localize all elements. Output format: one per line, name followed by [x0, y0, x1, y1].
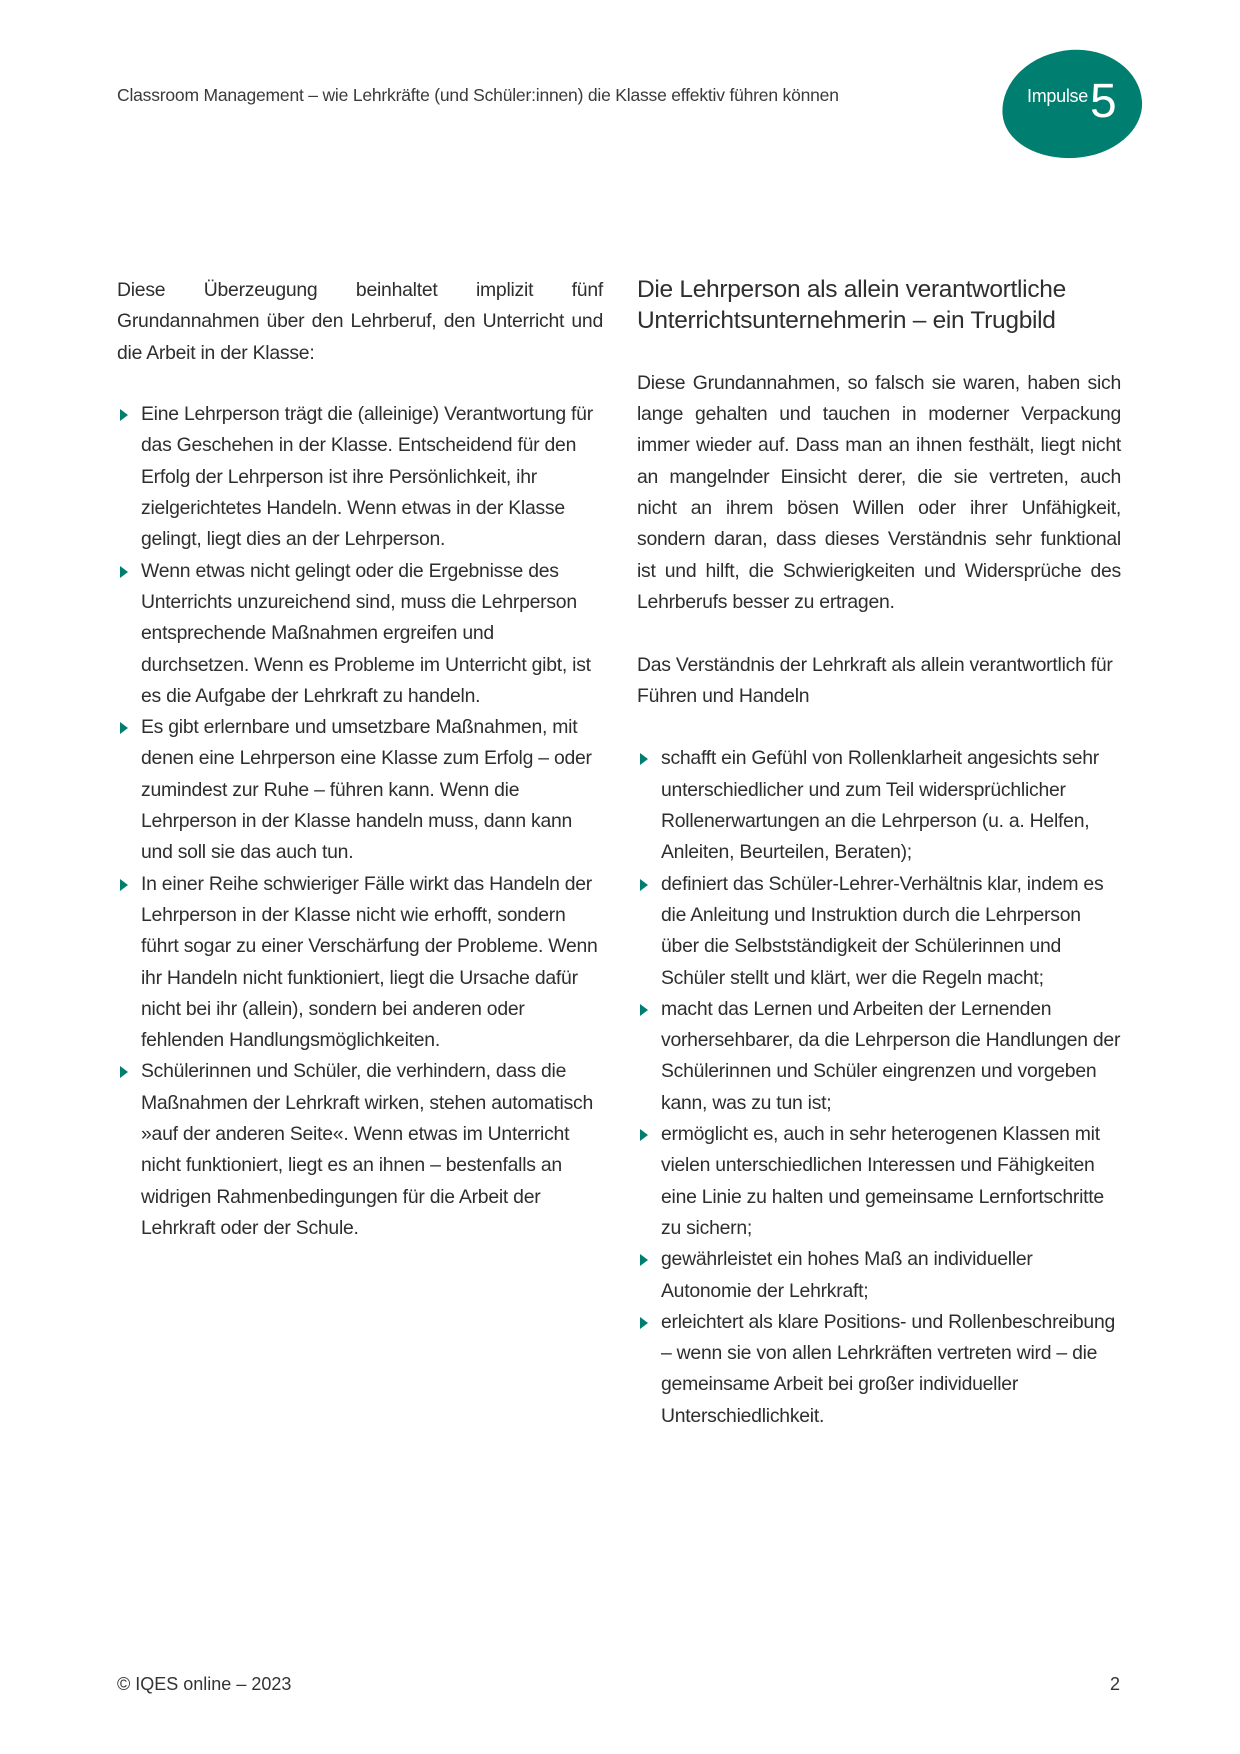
footer-copyright: © IQES online – 2023 [117, 1674, 292, 1694]
spacer [637, 712, 1121, 743]
list-item [637, 1244, 1121, 1307]
list-item [117, 869, 603, 1057]
bullet-triangle-icon [640, 879, 648, 891]
list-item [637, 994, 1121, 1119]
spacer [637, 618, 1121, 649]
body-paragraph: Das Verständnis der Lehrkraft als allein verantwortlich für Führen und Handeln [637, 653, 1113, 707]
spacer [637, 337, 1121, 368]
bullet-triangle-icon [120, 1066, 128, 1078]
spacer [117, 369, 603, 400]
list-item [117, 712, 603, 868]
list-item-text: Es gibt erlernbare und umsetzbare Maßnahmen, mit denen eine Lehrperson eine Klasse zum Erfolg – oder zumindest zur Ruhe – führen kann. Wenn die Lehrperson in der Klasse handeln muss, dann kann und soll sie das auch tun. [141, 716, 592, 864]
bullet-triangle-icon [120, 409, 128, 421]
body-paragraph: Diese Grundannahmen, so falsch sie waren, haben sich lange gehalten und tauchen in moderner Verpackung immer wieder auf. Dass man an ihnen festhält, liegt nicht an mangelnder Einsicht derer, die sie vertreten, auch nicht an ihrem bösen Willen oder ihrer Unfähigkeit, sondern daran, dass dieses Verständnis sehr funktional ist und hilft, die Schwierigkeiten und Widersprüche des Lehrberufs besser zu ertragen. [637, 371, 1121, 613]
running-header-title: Classroom Management – wie Lehrkräfte (und Schüler:innen) die Klasse effektiv führen können [117, 85, 839, 105]
list-item [117, 1056, 603, 1244]
functions-list [637, 743, 1121, 1432]
badge-label: Impulse [1027, 86, 1088, 106]
list-item [637, 869, 1121, 994]
right-column [637, 274, 1121, 1432]
list-item-text: definiert das Schüler-Lehrer-Verhältnis klar, indem es die Anleitung und Instruktion durch die Lehrperson über die Selbstständigkeit der Schülerinnen und Schüler stellt und klärt, wer die Regeln macht; [661, 872, 1104, 989]
list-item [637, 1307, 1121, 1432]
left-column [117, 274, 603, 1244]
list-item-text: ermöglicht es, auch in sehr heterogenen Klassen mit vielen unterschiedlichen Interessen und Fähigkeiten eine Linie zu halten und gemeinsame Lernfortschritte zu sichern; [661, 1123, 1104, 1239]
assumptions-list [117, 399, 603, 1244]
list-item-text: Wenn etwas nicht gelingt oder die Ergebnisse des Unterrichts unzureichend sind, muss die Lehrperson entsprechende Maßnahmen ergreifen und durchsetzen. Wenn es Probleme im Unterricht gibt, ist es die Aufgabe der Lehrkraft zu handeln. [141, 559, 591, 707]
bullet-triangle-icon [120, 879, 128, 891]
section-heading: Die Lehrperson als allein verantwortliche Unterrichtsunternehmerin – ein Trugbild [637, 276, 1066, 335]
list-item-text: erleichtert als klare Positions- und Rollenbeschreibung – wenn sie von allen Lehrkräften vertreten wird – die gemeinsame Arbeit bei großer individueller Unterschiedlichkeit. [661, 1310, 1116, 1427]
list-item-text: In einer Reihe schwieriger Fälle wirkt das Handeln der Lehrperson in der Klasse nicht wie erhofft, sondern führt sogar zu einer Verschärfung der Probleme. Wenn ihr Handeln nicht funktioniert, liegt die Ursache dafür nicht bei ihr (allein), sondern bei anderen oder fehlenden Handlungsmöglichkeiten. [141, 872, 598, 1052]
list-item [117, 399, 603, 555]
list-item [637, 1119, 1121, 1244]
bullet-triangle-icon [640, 1317, 648, 1329]
page-number: 2 [1110, 1674, 1121, 1694]
bullet-triangle-icon [640, 753, 648, 765]
bullet-triangle-icon [640, 1254, 648, 1266]
list-item-text: Eine Lehrperson trägt die (alleinige) Verantwortung für das Geschehen in der Klasse. Entscheidend für den Erfolg der Lehrperson ist ihre Persönlichkeit, ihr zielgerichtetes Handeln. Wenn etwas in der Klasse gelingt, liegt dies an der Lehrperson. [141, 403, 593, 551]
list-item [637, 743, 1121, 868]
bullet-triangle-icon [120, 722, 128, 734]
list-item-text: gewährleistet ein hohes Maß an individueller Autonomie der Lehrkraft; [661, 1248, 1033, 1302]
intro-paragraph: Diese Überzeugung beinhaltet implizit fünf Grundannahmen über den Lehrberuf, den Unterricht und die Arbeit in der Klasse: [117, 279, 603, 364]
list-item-text: macht das Lernen und Arbeiten der Lernenden vorhersehbarer, da die Lehrperson die Handlungen der Schülerinnen und Schüler eingrenzen und vorgeben kann, was zu tun ist; [661, 997, 1121, 1114]
bullet-triangle-icon [640, 1129, 648, 1141]
list-item-text: schafft ein Gefühl von Rollenklarheit angesichts sehr unterschiedlicher und zum Teil widersprüchlicher Rollenerwartungen an die Lehrperson (u. a. Helfen, Anleiten, Beurteilen, Beraten); [661, 747, 1100, 864]
list-item-text: Schülerinnen und Schüler, die verhindern, dass die Maßnahmen der Lehrkraft wirken, stehen automatisch »auf der anderen Seite«. Wenn etwas im Unterricht nicht funktioniert, liegt es an ihnen – bestenfalls an widrigen Rahmenbedingungen für die Arbeit der Lehrkraft oder der Schule. [141, 1060, 594, 1239]
badge-number: 5 [1090, 75, 1117, 128]
list-item [117, 556, 603, 712]
bullet-triangle-icon [120, 566, 128, 578]
bullet-triangle-icon [640, 1004, 648, 1016]
